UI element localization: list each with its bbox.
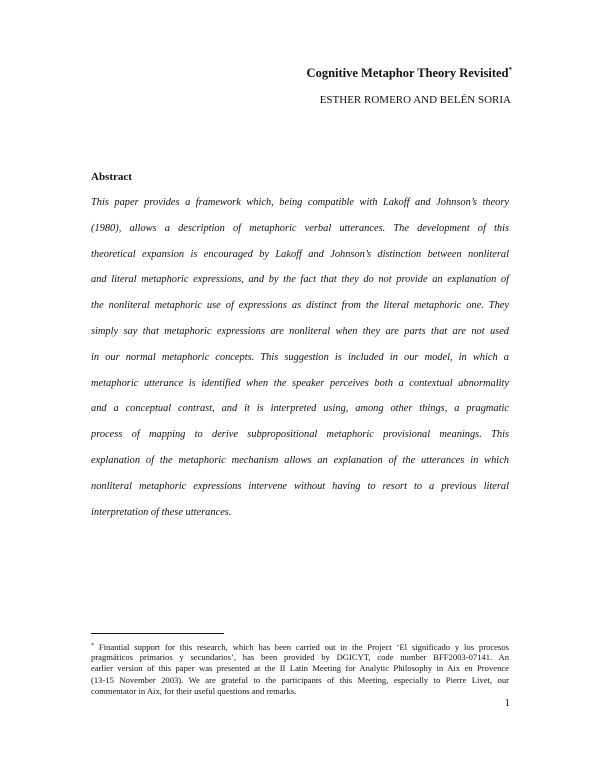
paper-title-text: Cognitive Metaphor Theory Revisited	[306, 66, 509, 80]
abstract-line: in our normal metaphoric concepts. This suggestion is included in our model, in which a	[91, 351, 509, 363]
abstract-line: and literal metaphoric expressions, and by the fact that they do not provide an explanation of	[91, 274, 509, 286]
footnote	[91, 641, 509, 697]
abstract-body	[91, 190, 509, 525]
abstract-line: interpretation of these utterances.	[91, 506, 232, 518]
footnote-line-text: Finantial support for this research, which has been carried out in the Project ‘El significado y los procesos	[94, 642, 509, 652]
footnote-line	[91, 641, 509, 652]
abstract-line: the nonliteral metaphoric use of expressions as distinct from the literal metaphoric one. They	[91, 300, 509, 312]
footnote-marker: *	[91, 643, 94, 649]
footnote-line: earlier version of this paper was presented at the II Latin Meeting for Analytic Philosophy in Aix en Provence	[91, 663, 509, 674]
abstract-line: process of mapping to derive subpropositional metaphoric provisional meanings. This	[91, 429, 509, 441]
footnote-line: pragmáticos primarios y secundarios’, has been provided by DGICYT, code number BFF2003-07141. An	[91, 652, 509, 663]
footnote-divider	[91, 633, 224, 634]
footnote-line: (13-15 November 2003). We are grateful to the participants of this Meeting, especially to Pierre Livet, our	[91, 674, 509, 685]
paper-title	[307, 66, 512, 81]
abstract-line: metaphoric utterance is identified when the speaker perceives both a contextual abnormality	[91, 377, 509, 389]
abstract-line: simply say that metaphoric expressions are nonliteral when they are parts that are not used	[91, 325, 509, 337]
abstract-line: and a conceptual contrast, and it is interpreted using, among other things, a pragmatic	[91, 403, 509, 415]
footnote-line: commentator in Aix, for their useful questions and remarks.	[91, 685, 297, 696]
page-number: 1	[504, 697, 510, 709]
abstract-heading: Abstract	[91, 171, 132, 183]
abstract-line: theoretical expansion is encouraged by Lakoff and Johnson’s distinction between nonliteral	[91, 248, 509, 260]
abstract-line: nonliteral metaphoric expressions intervene without having to resort to a previous literal	[91, 480, 509, 492]
abstract-line: explanation of the metaphoric mechanism allows an explanation of the utterances in which	[91, 454, 509, 466]
author-names: ESTHER ROMERO AND BELÉN SORIA	[319, 94, 511, 106]
title-footnote-marker[interactable]: *	[508, 66, 512, 74]
abstract-line: This paper provides a framework which, being compatible with Lakoff and Johnson’s theory	[91, 197, 509, 208]
abstract-line: (1980), allows a description of metaphoric verbal utterances. The development of this	[91, 222, 509, 234]
